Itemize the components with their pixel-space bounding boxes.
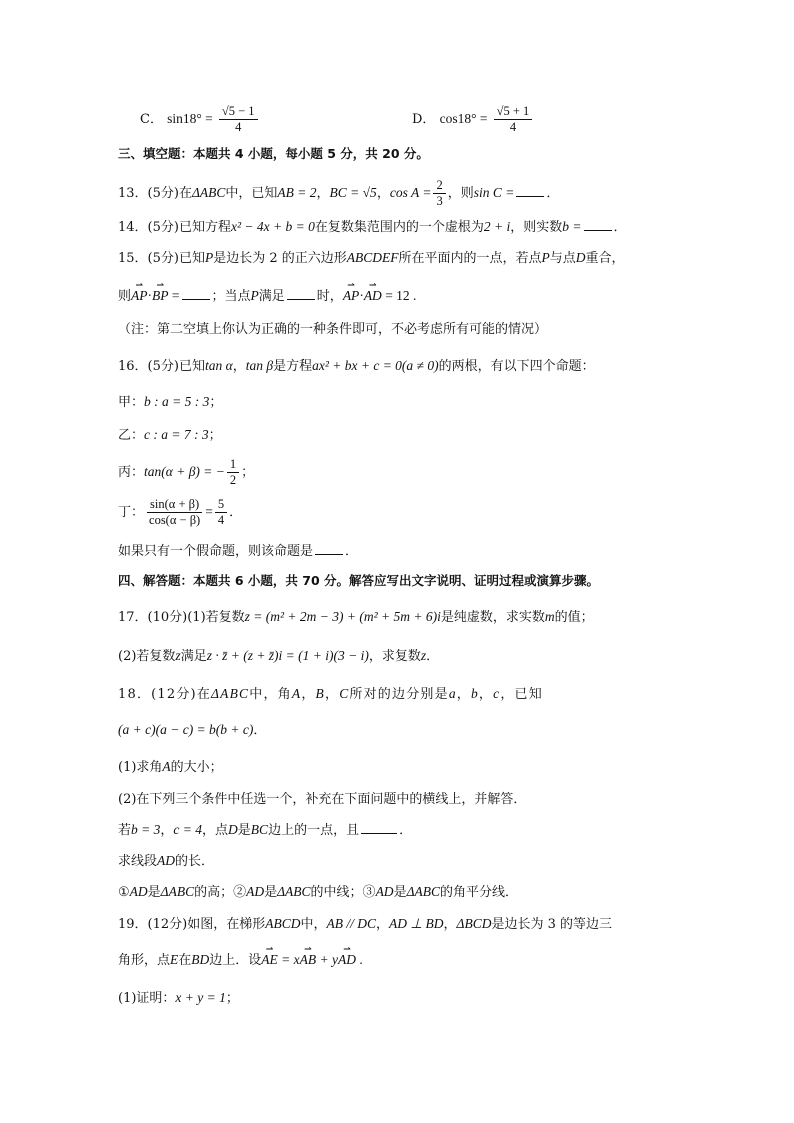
q19-text2: 是边长为 3 的等边三	[491, 917, 613, 932]
q19-vector-ae: ⇀ AE	[261, 950, 278, 970]
option-c-denominator: 4	[235, 120, 242, 134]
option-c-expr: sin18° =	[167, 111, 213, 126]
q18-part-2: (2)在下列三个条件中任选一个，补充在下面问题中的横线上，并解答．	[118, 792, 527, 807]
q15-hexagon: ABCDEF	[346, 250, 399, 265]
q18-cond-comma: ，	[160, 823, 174, 838]
q18-opt1-tri: ΔABC	[160, 884, 195, 899]
q14-answer-blank[interactable]	[584, 216, 612, 231]
q16-yi: c : a = 7 : 3	[144, 427, 209, 442]
q15-text4: 重合，	[585, 251, 625, 266]
question-13	[118, 178, 559, 209]
q16-ding-eq: =	[205, 504, 213, 519]
q18-c4: ，	[478, 687, 494, 702]
q16-conclusion	[118, 540, 358, 562]
q18-opt3-ad: AD	[375, 884, 394, 899]
q18-options	[118, 882, 518, 903]
q18-cond-is: 是	[237, 823, 251, 838]
q18-opt2-tri: ΔABC	[277, 884, 311, 899]
option-c	[140, 104, 260, 135]
q15-vector-bp: ⇀ BP	[152, 286, 169, 306]
option-d	[412, 104, 534, 135]
q18-part-1	[118, 757, 223, 778]
q16-period: ．	[229, 505, 243, 520]
q13-frac-den: 3	[436, 194, 443, 208]
q18-equation: (a + c)(a − c) = b(b + c)	[118, 722, 254, 737]
q17-prefix: 17．(10分)(1)若复数	[118, 610, 245, 625]
q19-e: E	[170, 952, 179, 967]
q13-then: ，则	[447, 186, 474, 201]
q16-sep: ，	[232, 359, 246, 374]
q17-p2-prefix: (2)若复数	[118, 649, 176, 664]
q19-bd: BD	[191, 952, 210, 967]
q18-eq-end: ．	[253, 723, 267, 738]
q16-end: 的两根，有以下四个命题：	[438, 359, 595, 374]
q15-vector-ap2: ⇀ AP	[343, 286, 360, 306]
q15-note: （注：第二空填上你认为正确的一种条件即可，不必考虑所有可能的情况）	[118, 322, 548, 337]
q16-prefix: 16．(5分)已知	[118, 359, 205, 374]
q16-yi-label: 乙：	[118, 428, 145, 443]
q16-proposition-ding	[118, 496, 242, 529]
q16-ding-label: 丁：	[118, 505, 145, 520]
q19-eq: = x	[277, 952, 300, 967]
q18-text3: ，已知	[500, 687, 543, 702]
q14-equation: x² − 4x + b = 0	[230, 219, 315, 234]
q19-p1-end: ；	[225, 991, 239, 1006]
q18-opt2-text: 的中线；③	[310, 885, 376, 900]
q16-conclusion-end: ．	[345, 544, 359, 559]
q16-bing-den: 2	[229, 473, 237, 487]
q19-prefix: 19．(12分)如图，在梯形	[118, 917, 266, 932]
q17-z: z = (m² + 2m − 3) + (m² + 5m + 6)i	[244, 609, 441, 624]
q18-prefix: 18．(12分)在	[118, 687, 212, 702]
q19-text4: 在	[178, 953, 192, 968]
q18-cond-c: c = 4	[173, 822, 203, 837]
q18-condition	[118, 819, 412, 841]
q15-text6: 满足	[258, 289, 285, 304]
q17-text: 是纯虚数，求实数	[440, 610, 545, 625]
q18-cond-b: b = 3	[131, 822, 161, 837]
q18-c1: ，	[301, 687, 316, 702]
q15-dot2: ·	[359, 288, 364, 303]
q16-ding-den: cos(α − β)	[149, 513, 201, 527]
q19-vector-ab: ⇀ AB	[300, 950, 317, 970]
q18-ask-ad: AD	[157, 853, 176, 868]
q13-triangle: ΔABC	[191, 185, 226, 200]
option-d-numerator: √5 + 1	[494, 104, 533, 120]
q18-opt2-ad: AD	[246, 884, 265, 899]
q18-a-angle: A	[291, 686, 302, 701]
q15-vector-ad: ⇀ AD	[364, 286, 382, 306]
q16-ding-num: sin(α + β)	[147, 497, 202, 513]
option-c-numerator: √5 − 1	[219, 104, 258, 120]
q15-text7: 时，	[316, 289, 343, 304]
q18-triangle: ΔABC	[211, 686, 250, 701]
q18-cond-end: ．	[399, 823, 413, 838]
question-19-line-2	[118, 950, 363, 971]
question-14	[118, 216, 627, 238]
q15-vector-ap: ⇀ AP	[131, 286, 148, 306]
q18-c: c	[493, 686, 501, 701]
section-3-heading: 三、填空题：本题共 4 小题，每小题 5 分，共 20 分。	[118, 146, 429, 161]
q16-conclusion-text: 如果只有一个假命题，则该命题是	[118, 544, 314, 559]
q18-ask	[118, 851, 214, 872]
q17-p2-text2: ，求复数	[368, 649, 421, 664]
q15-then: 则	[118, 289, 132, 304]
q18-opt1-text: 的高；②	[194, 885, 247, 900]
q13-text: 中，已知	[225, 186, 278, 201]
q14-end: ．	[613, 220, 627, 235]
q16-ding-rden: 4	[217, 513, 225, 527]
q19-triangle: ΔBCD	[456, 916, 492, 931]
q18-b-angle: B	[315, 686, 325, 701]
q13-end: ．	[546, 186, 560, 201]
q14-text2: ，则实数	[510, 220, 563, 235]
q15-text3: 与点	[549, 251, 576, 266]
q16-tan-alpha: tan α	[204, 358, 233, 373]
q19-text5: 边上．设	[209, 953, 262, 968]
question-18-line-1	[118, 684, 543, 705]
q19-c2: ，	[443, 917, 457, 932]
q13-answer-blank[interactable]	[516, 182, 544, 197]
q15-p3: P	[250, 288, 259, 303]
q16-semi3: ；	[241, 465, 255, 480]
option-d-label: D．	[412, 112, 436, 127]
q13-bc: BC = √5	[329, 185, 377, 200]
q15-dot: ·	[147, 288, 153, 303]
q13-frac-num: 2	[433, 178, 445, 194]
q16-semi: ；	[209, 395, 223, 410]
q16-jia: b : a = 5 : 3	[144, 394, 210, 409]
q14-root: 2 + i	[483, 219, 511, 234]
q15-text2: 所在平面内的一点，若点	[398, 251, 542, 266]
question-15-line-1	[118, 248, 625, 269]
option-c-label: C．	[140, 112, 163, 127]
q13-comma2: ，	[376, 186, 390, 201]
q13-cosa: cos A =	[389, 185, 432, 200]
section-4-heading: 四、解答题：本题共 6 小题，共 70 分。解答应写出文字说明、证明过程或演算步骤。	[118, 573, 600, 588]
q18-opt3-tri: ΔABC	[406, 884, 440, 899]
option-d-fraction	[494, 104, 533, 135]
q18-cond-if: 若	[118, 823, 132, 838]
q17-p2-text: 满足	[180, 649, 207, 664]
q15-answer-blank-2[interactable]	[287, 285, 315, 300]
q17-z3: z	[420, 648, 427, 663]
q18-c3: ，	[456, 687, 471, 702]
q18-opt3-text: 的角平分线．	[440, 885, 519, 900]
q14-text: 在复数集范围内的一个虚根为	[314, 220, 484, 235]
q18-c2: ，	[324, 687, 340, 702]
q14-prefix: 14．(5分)已知方程	[118, 220, 231, 235]
q18-opt1-marker: ①	[118, 885, 130, 900]
q16-equation: ax² + bx + c = 0(a ≠ 0)	[312, 358, 439, 373]
q18-answer-blank[interactable]	[361, 819, 397, 834]
q16-answer-blank[interactable]	[315, 540, 343, 555]
q16-proposition-jia	[118, 392, 222, 413]
q16-bing-label: 丙：	[118, 465, 145, 480]
question-17-part-1	[118, 607, 594, 628]
q19-perp: AD ⊥ BD	[389, 916, 444, 931]
q18-cond-text: 边上的一点，且	[268, 823, 360, 838]
q13-sinc: sin C =	[473, 185, 515, 200]
q17-p2-end: ．	[426, 649, 440, 664]
q18-cond-bc: BC	[250, 822, 269, 837]
q16-ding-fraction	[146, 497, 203, 528]
question-17-part-2	[118, 646, 439, 667]
q17-m: m	[544, 609, 555, 624]
q19-p1-eq: x + y = 1	[175, 990, 226, 1005]
option-c-fraction	[219, 104, 258, 135]
q15-answer-blank-1[interactable]	[182, 285, 210, 300]
q17-end: 的值；	[554, 610, 594, 625]
q16-ding-rnum: 5	[215, 497, 227, 513]
q16-proposition-bing	[118, 456, 254, 489]
option-d-expr: cos18° =	[439, 111, 488, 126]
q16-proposition-yi	[118, 425, 222, 446]
q18-ask-text: 求线段	[118, 854, 158, 869]
q19-part-1	[118, 988, 239, 1009]
q18-p1-end: 的大小；	[170, 760, 223, 775]
q18-cond-point: ，点	[202, 823, 229, 838]
q19-text1: 中，	[300, 917, 327, 932]
q18-b: b	[470, 686, 479, 701]
q18-p1-a: A	[162, 759, 171, 774]
q19-trapezoid: ABCD	[265, 916, 301, 931]
q14-b: b =	[562, 219, 582, 234]
question-16	[118, 356, 595, 377]
q16-bing: tan(α + β) = −	[144, 464, 225, 479]
q15-p: P	[204, 250, 214, 265]
q16-jia-label: 甲：	[118, 395, 145, 410]
question-18-line-2	[118, 720, 266, 741]
q16-tan-beta: tan β	[245, 358, 274, 373]
option-d-denominator: 4	[509, 120, 517, 134]
q18-c-angle: C	[339, 686, 350, 701]
q19-c1: ，	[376, 917, 390, 932]
q13-prefix: 13．(5分)在	[118, 186, 192, 201]
q13-fraction	[433, 178, 445, 209]
q19-vector-ad: ⇀ AD	[338, 950, 356, 970]
q13-ab: AB = 2	[277, 185, 317, 200]
q16-semi2: ；	[208, 428, 222, 443]
q19-parallel: AB // DC	[326, 916, 376, 931]
q19-end: .	[356, 952, 363, 967]
q18-a: a	[448, 686, 457, 701]
q18-cond-d: D	[228, 822, 238, 837]
q18-opt1-ad: AD	[129, 884, 148, 899]
q18-p1-text: (1)求角	[118, 760, 163, 775]
question-19-line-1	[118, 914, 612, 935]
q19-text3: 角形，点	[118, 953, 171, 968]
q15-eq1: =	[168, 288, 180, 303]
q13-comma: ，	[316, 186, 330, 201]
q16-text: 是方程	[273, 359, 313, 374]
q15-text5: ；当点	[211, 289, 251, 304]
q18-ask-end: 的长．	[175, 854, 215, 869]
q15-d: D	[575, 250, 586, 265]
question-15-line-2	[118, 285, 416, 307]
q18-text2: 所对的边分别是	[349, 687, 449, 702]
q15-prefix: 15．(5分)已知	[118, 251, 205, 266]
q17-equation: z · z̄ + (z + z̄)i = (1 + i)(3 − i)	[206, 648, 369, 663]
q18-opt2-is: 是	[264, 885, 278, 900]
q15-text1: 是边长为 2 的正六边形	[213, 251, 347, 266]
q15-eq2: = 12 .	[381, 288, 417, 303]
q16-ding-result	[215, 497, 227, 528]
q15-p2: P	[541, 250, 550, 265]
q18-opt1-is: 是	[147, 885, 161, 900]
q19-plus: + y	[316, 952, 339, 967]
q17-z2: z	[175, 648, 181, 663]
q18-text1: 中，角	[249, 687, 292, 702]
q18-opt3-is: 是	[393, 885, 407, 900]
q19-p1-text: (1)证明：	[118, 991, 176, 1006]
q16-bing-num: 1	[227, 457, 239, 473]
q16-bing-fraction	[227, 457, 239, 488]
